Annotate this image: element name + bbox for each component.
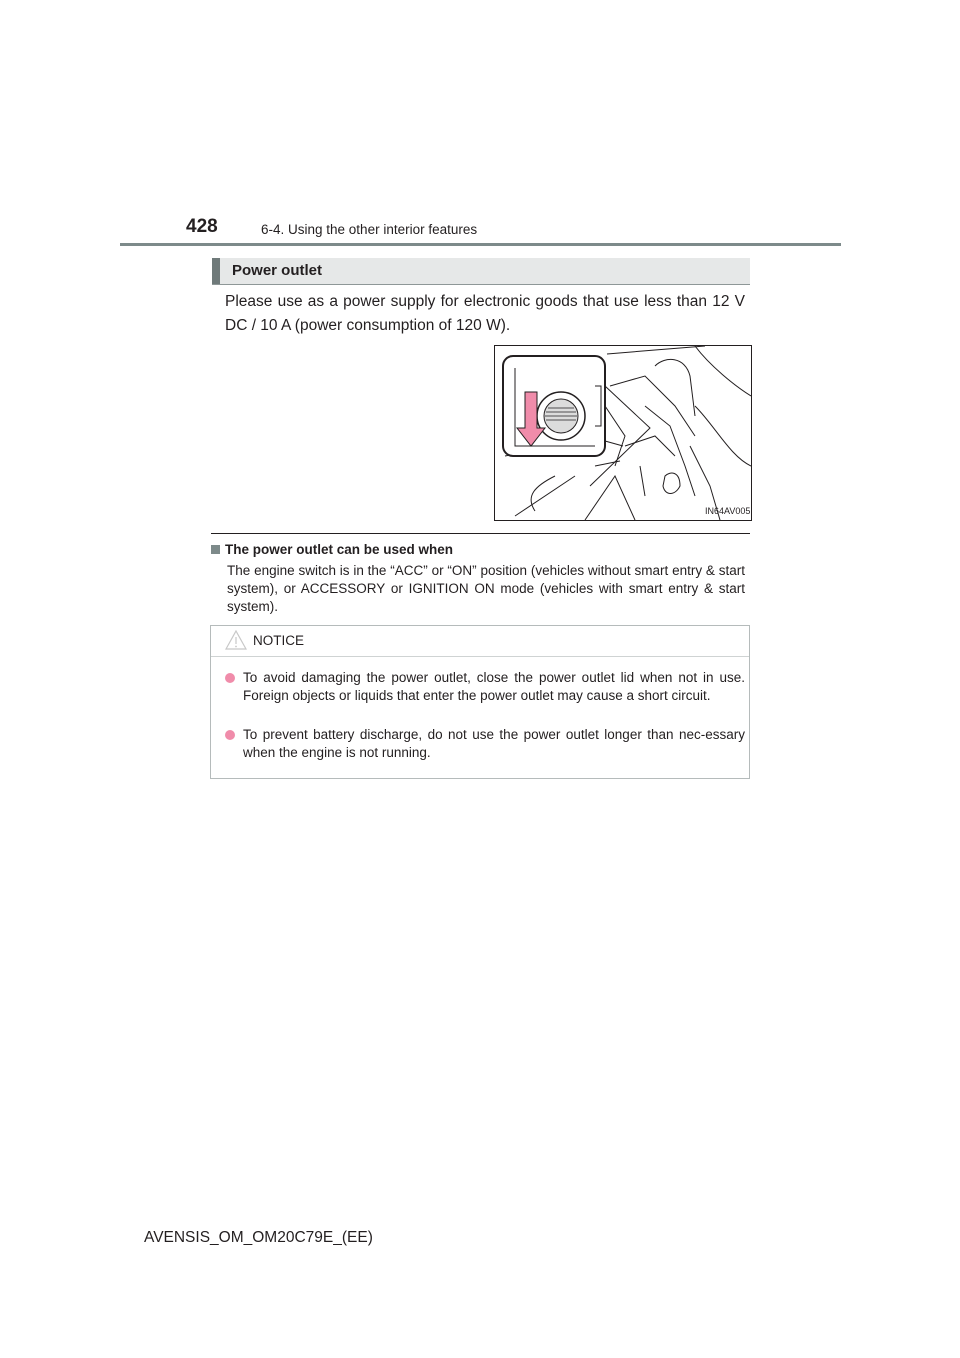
power-outlet-illustration [494,345,752,521]
section-heading: 6-4. Using the other interior features [261,222,478,237]
section-title: Power outlet [232,262,323,279]
square-bullet-icon [211,545,220,554]
notice-item [225,669,745,705]
header-divider [120,243,841,246]
subsection-heading-text: The power outlet can be used when [225,542,454,557]
notice-label: NOTICE [253,633,305,648]
title-bar-marker [212,258,220,284]
warning-triangle-icon [225,630,247,650]
page-number: 428 [186,216,218,237]
bullet-dot-icon [225,730,235,740]
notice-header [211,626,749,657]
intro-paragraph: Please use as a power supply for electronic goods that use less than 12 V DC / 10 A (power consumption of 120 W). [225,293,745,334]
notice-item [225,726,745,762]
section-title-bar [212,258,750,285]
manual-code-footer: AVENSIS_OM_OM20C79E_(EE) [144,1229,373,1246]
subsection-divider [211,533,750,534]
notice-item-text: To prevent battery discharge, do not use the power outlet longer than nec-essary when the engine is not running. [243,727,745,760]
notice-box [210,625,750,779]
illustration-code: IN64AV005 [705,506,751,516]
console-drawing [495,346,751,520]
subsection-body: The engine switch is in the “ACC” or “ON” position (vehicles without smart entry & start system), or ACCESSORY or IGNITION ON mode (vehicles with smart entry & start system). [227,563,745,614]
bullet-dot-icon [225,673,235,683]
notice-item-text: To avoid damaging the power outlet, close the power outlet lid when not in use. Foreign objects or liquids that enter the power outlet may cause a short circuit. [243,670,745,703]
subsection-heading [211,542,453,557]
